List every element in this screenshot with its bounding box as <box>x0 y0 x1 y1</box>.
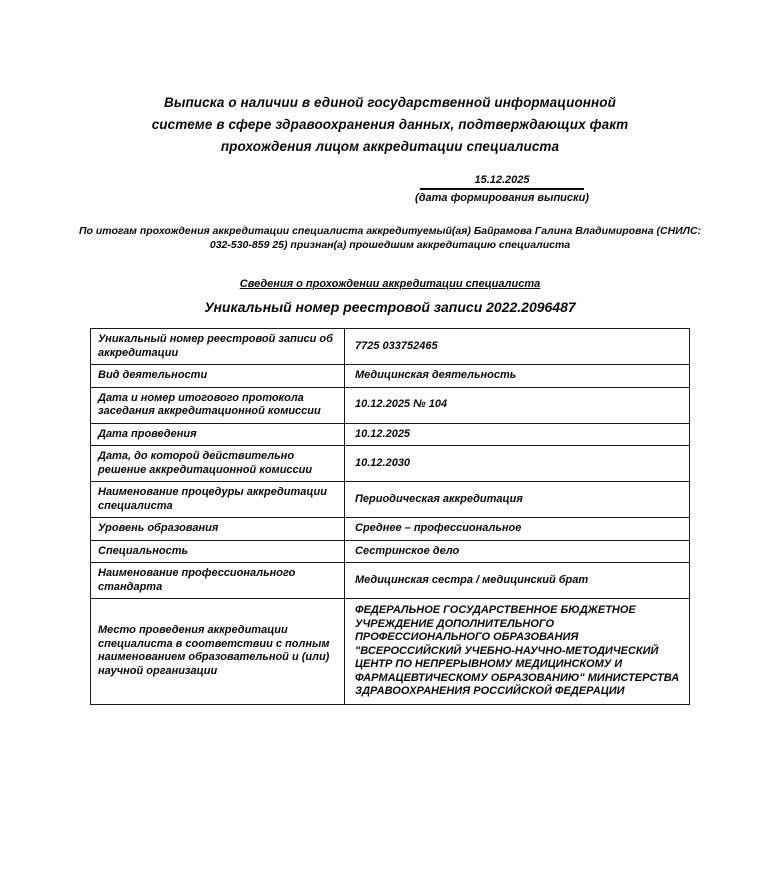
row-value: Сестринское дело <box>345 540 690 563</box>
row-value: Периодическая аккредитация <box>345 482 690 518</box>
row-value: 10.12.2030 <box>345 446 690 482</box>
row-value: Медицинская деятельность <box>345 365 690 388</box>
row-value: Среднее – профессиональное <box>345 518 690 541</box>
row-value: ФЕДЕРАЛЬНОЕ ГОСУДАРСТВЕННОЕ БЮДЖЕТНОЕ УЧРЕЖДЕНИЕ ДОПОЛНИТЕЛЬНОГО ПРОФЕССИОНАЛЬНОГО ОБРАЗОВАНИЯ "ВСЕРОССИЙСКИЙ УЧЕБНО-НАУЧНО-МЕТОДИЧЕСКИЙ ЦЕНТР ПО НЕПРЕРЫВНОМУ МЕДИЦИНСКОМУ И ФАРМАЦЕВТИЧЕСКОМУ ОБРАЗОВАНИЮ" МИНИСТЕРСТВА ЗДРАВООХРАНЕНИЯ РОССИЙСКОЙ ФЕДЕРАЦИИ <box>345 599 690 705</box>
row-label: Уровень образования <box>91 518 345 541</box>
table-row-accreditation-place <box>91 599 690 705</box>
accreditation-summary <box>0 224 780 252</box>
document-title-line-2: системе в сфере здравоохранения данных, подтверждающих факт <box>151 117 629 132</box>
row-label: Вид деятельности <box>91 365 345 388</box>
registry-number-heading: Уникальный номер реестровой записи 2022.2096487 <box>204 299 576 315</box>
row-value: 7725 033752465 <box>345 329 690 365</box>
table-row-date-held <box>91 423 690 446</box>
row-label: Дата, до которой действительно решение аккредитационной комиссии <box>91 446 345 482</box>
row-label: Уникальный номер реестровой записи об аккредитации <box>91 329 345 365</box>
row-value: 10.12.2025 <box>345 423 690 446</box>
row-label: Специальность <box>91 540 345 563</box>
row-value: Медицинская сестра / медицинский брат <box>345 563 690 599</box>
row-label: Дата и номер итогового протокола заседания аккредитационной комиссии <box>91 387 345 423</box>
extract-date-caption: (дата формирования выписки) <box>415 192 589 204</box>
row-label: Место проведения аккредитации специалиста в соответствии с полным наименованием образовательной и (или) научной организации <box>91 599 345 705</box>
extract-date: 15.12.2025 <box>420 174 584 190</box>
document-title <box>0 92 780 158</box>
table-row-registry-number <box>91 329 690 365</box>
table-row-procedure-name <box>91 482 690 518</box>
accreditation-summary-line-2: 032-530-859 25) признан(а) прошедшим аккредитацию специалиста <box>209 239 571 251</box>
row-label: Дата проведения <box>91 423 345 446</box>
accreditation-details-table <box>90 328 690 705</box>
table-row-education-level <box>91 518 690 541</box>
row-label: Наименование процедуры аккредитации специалиста <box>91 482 345 518</box>
document-title-line-1: Выписка о наличии в единой государственной информационной <box>163 95 616 110</box>
accreditation-summary-line-1: По итогам прохождения аккредитации специалиста аккредитуемый(ая) Байрамова Галина Владимировна (СНИЛС: <box>78 225 702 237</box>
table-row-professional-standard <box>91 563 690 599</box>
table-row-activity-type <box>91 365 690 388</box>
row-label: Наименование профессионального стандарта <box>91 563 345 599</box>
document-title-line-3: прохождения лицом аккредитации специалиста <box>220 139 560 154</box>
row-value: 10.12.2025 № 104 <box>345 387 690 423</box>
table-row-specialty <box>91 540 690 563</box>
extract-date-block <box>402 174 602 204</box>
table-row-protocol <box>91 387 690 423</box>
table-row-valid-until <box>91 446 690 482</box>
section-heading: Сведения о прохождении аккредитации специалиста <box>239 278 541 290</box>
